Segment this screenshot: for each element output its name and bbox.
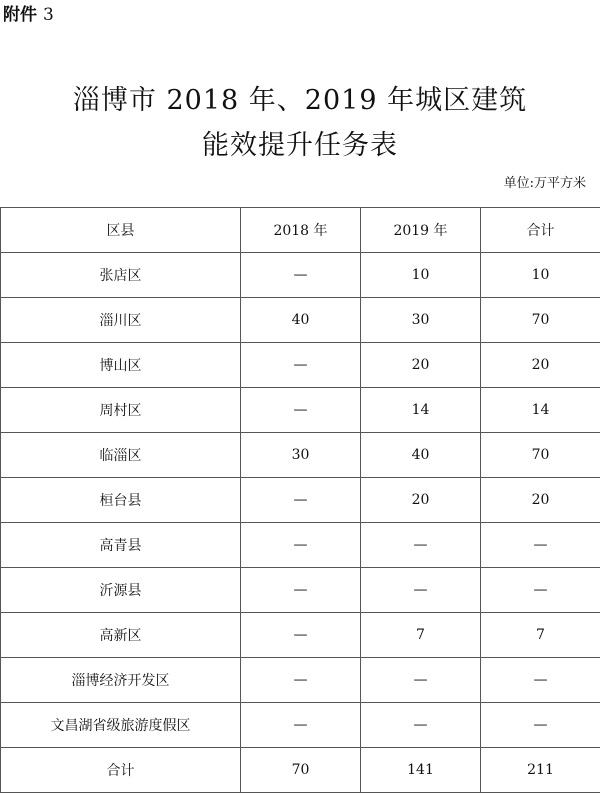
attachment-text: 附件 [3,5,37,25]
value-cell: — [481,703,600,748]
value-cell: 10 [361,253,481,298]
table-row [1,478,600,523]
page-title-line-1: 淄博市 2018 年、2019 年城区建筑 [0,78,600,117]
value-cell: 30 [361,298,481,343]
district-cell: 临淄区 [1,433,241,478]
value-cell: — [241,658,361,703]
value-cell: — [361,568,481,613]
value-cell: — [241,253,361,298]
value-cell: — [361,703,481,748]
value-cell: 20 [481,478,600,523]
district-cell: 周村区 [1,388,241,433]
value-cell: 70 [481,298,600,343]
district-cell: 张店区 [1,253,241,298]
value-cell: — [241,478,361,523]
value-cell: — [241,523,361,568]
value-cell: 30 [241,433,361,478]
table-row [1,433,600,478]
value-cell: 14 [361,388,481,433]
district-cell: 文昌湖省级旅游度假区 [1,703,241,748]
table-row [1,343,600,388]
value-cell: 7 [361,613,481,658]
district-cell: 沂源县 [1,568,241,613]
value-cell: — [361,658,481,703]
district-cell: 高新区 [1,613,241,658]
value-cell: 20 [481,343,600,388]
value-cell: — [481,523,600,568]
value-cell: 141 [361,748,481,793]
task-table [0,207,600,793]
page-title-line-2: 能效提升任务表 [0,123,600,162]
table-row [1,253,600,298]
column-header: 2018 年 [241,208,361,253]
table-row [1,748,600,793]
table-row [1,658,600,703]
district-cell: 合计 [1,748,241,793]
value-cell: — [361,523,481,568]
attachment-number: 3 [43,5,54,25]
table-row [1,388,600,433]
value-cell: 20 [361,478,481,523]
value-cell: 20 [361,343,481,388]
unit-note: 单位:万平方米 [504,172,586,191]
value-cell: 70 [241,748,361,793]
table-row [1,298,600,343]
value-cell: — [481,568,600,613]
district-cell: 淄博经济开发区 [1,658,241,703]
value-cell: 14 [481,388,600,433]
district-cell: 桓台县 [1,478,241,523]
value-cell: 10 [481,253,600,298]
column-header: 区县 [1,208,241,253]
value-cell: — [481,658,600,703]
value-cell: — [241,388,361,433]
value-cell: — [241,343,361,388]
table-row [1,523,600,568]
district-cell: 淄川区 [1,298,241,343]
column-header: 合计 [481,208,600,253]
value-cell: — [241,568,361,613]
value-cell: — [241,703,361,748]
value-cell: 40 [361,433,481,478]
district-cell: 高青县 [1,523,241,568]
table-header-row [1,208,600,253]
value-cell: 70 [481,433,600,478]
table-row [1,568,600,613]
table-row [1,703,600,748]
table-row [1,613,600,658]
district-cell: 博山区 [1,343,241,388]
column-header: 2019 年 [361,208,481,253]
value-cell: 7 [481,613,600,658]
value-cell: 211 [481,748,600,793]
attachment-label [3,0,54,25]
value-cell: 40 [241,298,361,343]
value-cell: — [241,613,361,658]
